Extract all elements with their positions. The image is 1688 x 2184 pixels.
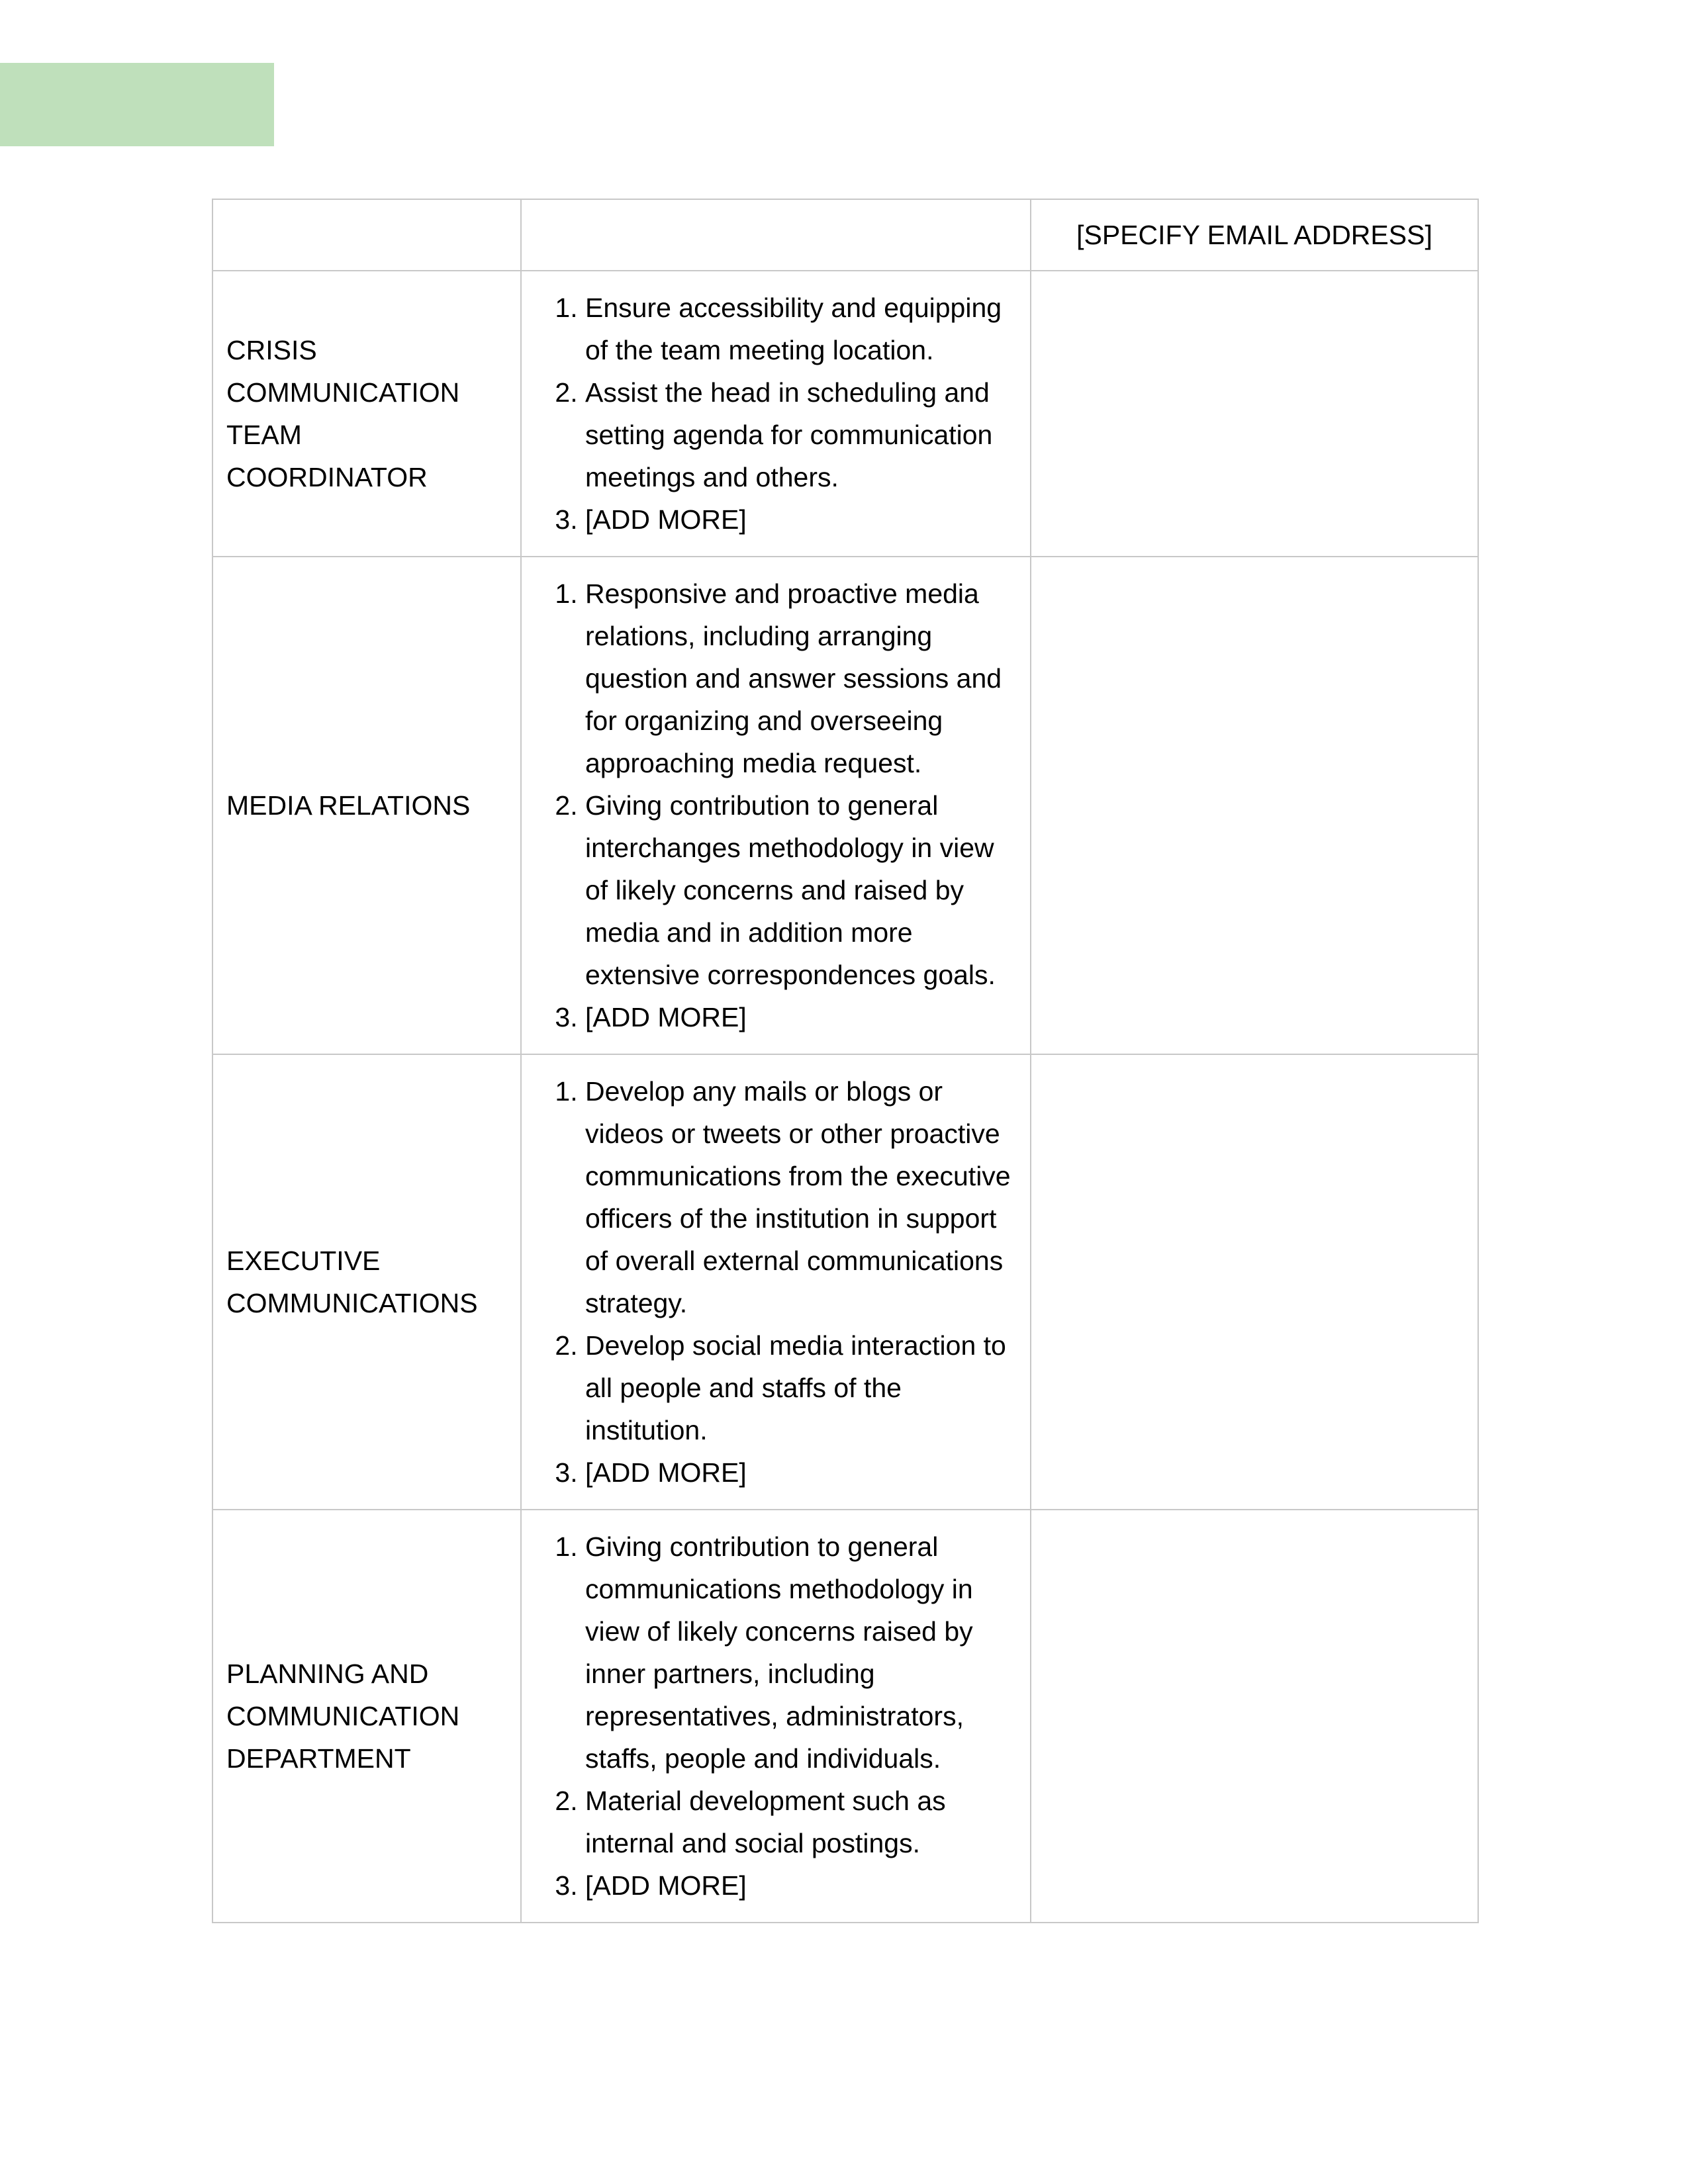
list-item: 2. Assist the head in scheduling and setting agenda for communication meetings and others. [585, 371, 1016, 498]
responsibilities-list [522, 287, 1016, 541]
contact-cell [1031, 1510, 1478, 1923]
table-row [212, 199, 1478, 271]
table-row [212, 1054, 1478, 1510]
list-item: 3. [ADD MORE] [585, 498, 1016, 541]
responsibilities-cell [521, 199, 1031, 271]
contact-cell [1031, 271, 1478, 557]
contact-cell [1031, 1054, 1478, 1510]
responsibilities-cell [521, 1054, 1031, 1510]
responsibilities-cell [521, 1510, 1031, 1923]
list-item: 2. Develop social media interaction to all people and staffs of the institution. [585, 1324, 1016, 1451]
responsibilities-cell [521, 271, 1031, 557]
crisis-team-roles-table [212, 199, 1479, 1923]
role-cell: MEDIA RELATIONS [212, 557, 521, 1054]
table-row [212, 271, 1478, 557]
contact-cell [1031, 557, 1478, 1054]
responsibilities-list [522, 1525, 1016, 1907]
list-item: 3. [ADD MORE] [585, 1864, 1016, 1907]
contact-email-placeholder[interactable]: [SPECIFY EMAIL ADDRESS] [1031, 199, 1478, 271]
role-cell [212, 199, 521, 271]
list-item: 1. Responsive and proactive media relations, including arranging question and answer sessions and for organizing and overseeing approaching media request. [585, 572, 1016, 784]
role-cell: PLANNING AND COMMUNICATION DEPARTMENT [212, 1510, 521, 1923]
table-row [212, 1510, 1478, 1923]
list-item: 2. Giving contribution to general interchanges methodology in view of likely concerns and raised by media and in addition more extensive correspondences goals. [585, 784, 1016, 996]
role-cell: EXECUTIVE COMMUNICATIONS [212, 1054, 521, 1510]
list-item: 1. Ensure accessibility and equipping of the team meeting location. [585, 287, 1016, 371]
list-item: 1. Giving contribution to general communications methodology in view of likely concerns raised by inner partners, including representatives, administrators, staffs, people and individuals. [585, 1525, 1016, 1780]
list-item: 3. [ADD MORE] [585, 996, 1016, 1038]
header-accent-block [0, 63, 274, 146]
list-item: 3. [ADD MORE] [585, 1451, 1016, 1494]
list-item: 2. Material development such as internal and social postings. [585, 1780, 1016, 1864]
list-item: 1. Develop any mails or blogs or videos or tweets or other proactive communications from the executive officers of the institution in support of overall external communications strategy. [585, 1070, 1016, 1324]
responsibilities-list [522, 1070, 1016, 1494]
table-row [212, 557, 1478, 1054]
responsibilities-list [522, 572, 1016, 1038]
role-cell: CRISIS COMMUNICATION TEAM COORDINATOR [212, 271, 521, 557]
responsibilities-cell [521, 557, 1031, 1054]
